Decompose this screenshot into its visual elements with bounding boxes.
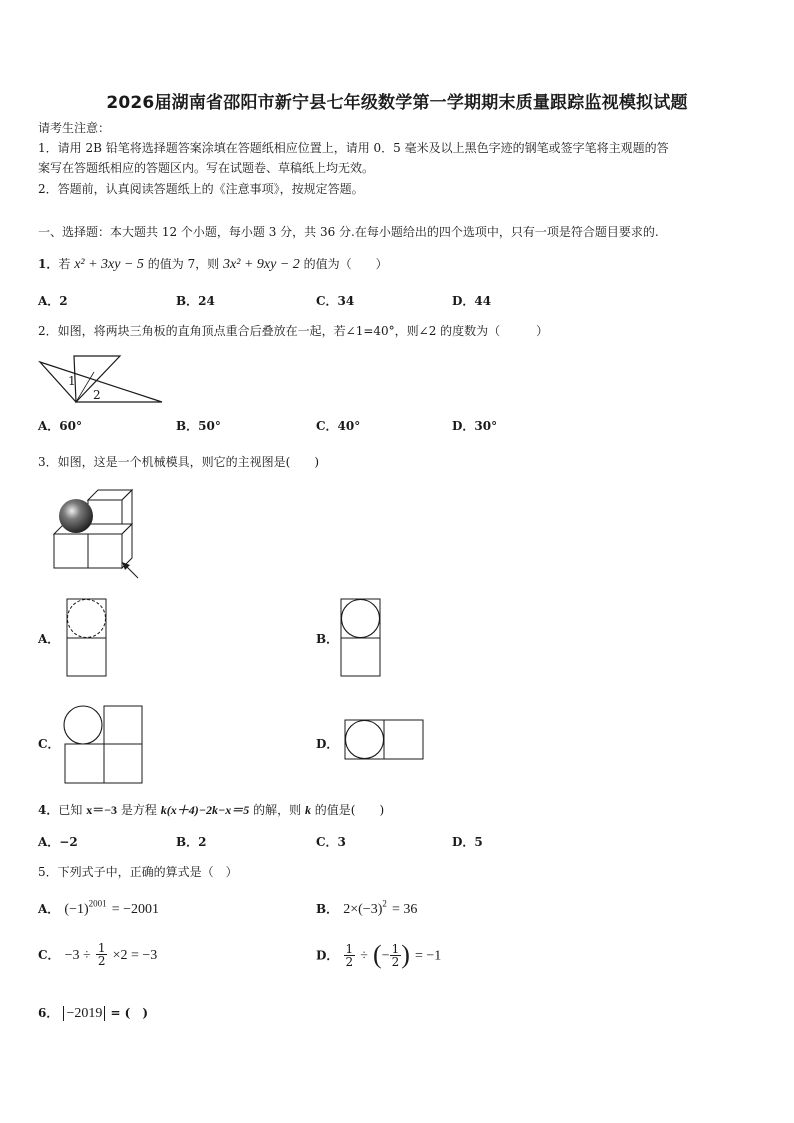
- q2-option-b[interactable]: B．50°: [176, 419, 221, 433]
- q2-angle-1-label: 1: [68, 374, 76, 388]
- question-5: 5．下列式子中，正确的算式是（ ）: [38, 865, 238, 879]
- q2-option-c[interactable]: C．40°: [316, 419, 361, 433]
- q1-option-c[interactable]: C．34: [316, 294, 355, 308]
- notice-heading: 请考生注意：: [38, 121, 111, 135]
- q4-option-b[interactable]: B．2: [176, 835, 207, 849]
- q2-option-d[interactable]: D．30°: [452, 419, 498, 433]
- question-number: 4．: [38, 803, 59, 817]
- section-heading: 一、选择题：本大题共 12 个小题，每小题 3 分，共 36 分.在每小题给出的四个选项中，只有一项是符合题目要求的.: [38, 225, 659, 239]
- q5-option-d-fraction-1: [344, 943, 356, 968]
- q5-option-a-exponent: 2001: [88, 898, 107, 909]
- notice-item-1-line-1: 1．请用 2B 铅笔将选择题答案涂填在答题纸相应位置上，请用 0．5 毫米及以上黑色字迹的钢笔或签字笔将主观题的答: [38, 141, 669, 155]
- q1-option-b[interactable]: B．24: [176, 294, 215, 308]
- q5-option-a-label: A．: [38, 902, 60, 916]
- q1-pre: 若: [58, 257, 71, 271]
- q3-option-c-label[interactable]: C．: [38, 737, 60, 751]
- fraction-numerator: 1: [97, 941, 106, 955]
- q3-option-d-figure[interactable]: [344, 719, 426, 761]
- q5-option-b-exponent: 2: [382, 898, 387, 909]
- q4-mid: 是方程: [120, 803, 157, 817]
- q1-option-a[interactable]: A．2: [38, 294, 68, 308]
- q2-option-a[interactable]: A．60°: [38, 419, 83, 433]
- q1-expression-2: 3x² + 9xy − 2: [223, 257, 300, 272]
- question-1: [38, 254, 388, 275]
- q4-equation: k(x＋4)−2k−x＝5: [160, 803, 250, 817]
- fraction-numerator: 1: [391, 941, 400, 956]
- question-number: 6．: [38, 1006, 59, 1020]
- q2-angle-2-label: 2: [93, 388, 101, 402]
- q5-option-d-minus: −: [381, 948, 390, 964]
- right-paren: ): [401, 940, 410, 969]
- q4-variable: k: [304, 803, 311, 817]
- q5-option-c[interactable]: [38, 942, 157, 967]
- q4-option-c[interactable]: C．3: [316, 835, 346, 849]
- q3-option-b-figure[interactable]: [340, 598, 382, 678]
- q3-option-a-label[interactable]: A．: [38, 632, 60, 646]
- q3-option-a-figure[interactable]: [66, 598, 108, 678]
- q5-option-a[interactable]: [38, 898, 159, 918]
- question-number: 1．: [38, 257, 59, 271]
- q3-option-b-label[interactable]: B．: [316, 632, 339, 646]
- q3-mold-figure: [46, 486, 146, 582]
- q4-option-a[interactable]: A．−2: [38, 835, 78, 849]
- q1-mid: 的值为 7，则: [147, 257, 220, 271]
- q5-option-b-label: B．: [316, 902, 339, 916]
- q5-option-d[interactable]: [316, 940, 441, 970]
- q4-post: 的值是( ): [314, 803, 385, 817]
- q5-option-b-expression: 2×(−3): [343, 902, 383, 917]
- q4-mid-2: 的解，则: [253, 803, 302, 817]
- q4-pre: 已知: [58, 803, 83, 817]
- question-3: 3．如图，这是一个机械模具，则它的主视图是( ): [38, 455, 320, 469]
- q5-option-d-rhs: = −1: [415, 948, 442, 964]
- fraction-denominator: 2: [391, 954, 400, 969]
- q1-option-d[interactable]: D．44: [452, 294, 492, 308]
- q5-option-c-fraction: [96, 942, 108, 967]
- q6-post: = ( ): [110, 1006, 149, 1020]
- q5-option-a-base: (−1): [64, 902, 89, 917]
- q5-option-c-pre: −3 ÷: [64, 948, 91, 963]
- q5-option-a-rhs: = −2001: [111, 902, 160, 917]
- q5-option-b[interactable]: [316, 898, 417, 918]
- question-2: 2．如图，将两块三角板的直角顶点重合后叠放在一起，若∠1=40°，则∠2 的度数为（ ）: [38, 324, 549, 338]
- q5-option-d-label: D．: [316, 948, 339, 963]
- q4-condition: x＝−3: [86, 803, 118, 817]
- page-title: 2026届湖南省邵阳市新宁县七年级数学第一学期期末质量跟踪监视模拟试题: [106, 93, 688, 113]
- fraction-denominator: 2: [345, 954, 354, 969]
- notice-item-1-line-2: 案写在答题纸相应的答题区内。写在试题卷、草稿纸上均无效。: [38, 161, 375, 175]
- q5-option-d-fraction-2: [390, 943, 402, 968]
- fraction-denominator: 2: [97, 954, 106, 968]
- question-4: [38, 800, 384, 820]
- q3-option-c-figure[interactable]: [62, 705, 144, 785]
- q2-triangles-figure: [38, 352, 166, 408]
- q3-option-d-label[interactable]: D．: [316, 737, 339, 751]
- q5-option-c-label: C．: [38, 948, 60, 962]
- q5-option-b-rhs: = 36: [391, 902, 418, 917]
- notice-item-2: 2．答题前，认真阅读答题纸上的《注意事项》，按规定答题。: [38, 182, 364, 196]
- left-paren: (: [373, 940, 382, 969]
- q1-post: 的值为（ ）: [303, 257, 388, 271]
- question-6: [38, 1002, 148, 1022]
- q1-expression-1: x² + 3xy − 5: [74, 257, 144, 272]
- q5-option-d-divide: ÷: [360, 948, 368, 964]
- q4-option-d[interactable]: D．5: [452, 835, 483, 849]
- q6-absolute-value: −2019: [63, 1006, 105, 1021]
- fraction-numerator: 1: [345, 941, 354, 956]
- q5-option-c-rhs: ×2 = −3: [112, 948, 158, 963]
